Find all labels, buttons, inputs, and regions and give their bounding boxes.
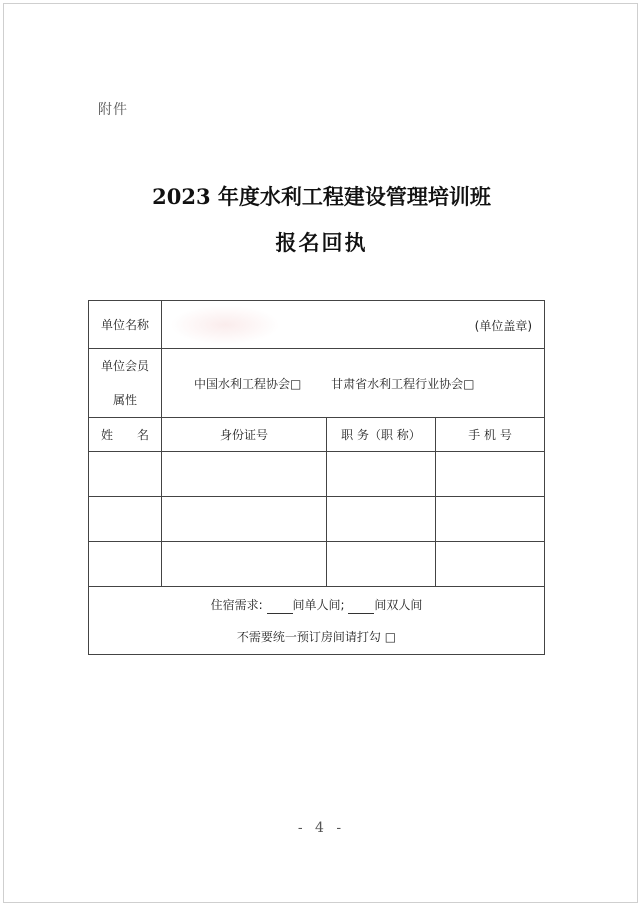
name-cell[interactable] bbox=[89, 497, 162, 542]
member-label-line1: 单位会员 bbox=[100, 359, 149, 373]
id-cell[interactable] bbox=[162, 452, 327, 497]
unit-name-label: 单位名称 bbox=[89, 301, 162, 349]
seal-note: (单位盖章) bbox=[474, 319, 533, 333]
member-options bbox=[162, 349, 545, 418]
id-cell[interactable] bbox=[162, 542, 327, 587]
col-header-phone: 手 机 号 bbox=[436, 418, 545, 452]
unit-name-field[interactable] bbox=[162, 301, 545, 349]
col-header-id: 身份证号 bbox=[162, 418, 327, 452]
name-cell[interactable] bbox=[89, 542, 162, 587]
registration-form bbox=[88, 300, 545, 655]
name-cell[interactable] bbox=[89, 452, 162, 497]
id-cell[interactable] bbox=[162, 497, 327, 542]
no-booking-note[interactable]: 不需要统一预订房间请打勾 □ bbox=[236, 629, 397, 644]
table-row bbox=[89, 497, 545, 542]
unit-name-row bbox=[89, 301, 545, 349]
col-header-name: 姓 名 bbox=[89, 418, 162, 452]
member-label bbox=[89, 349, 162, 418]
seal-stamp bbox=[170, 305, 280, 345]
phone-cell[interactable] bbox=[436, 452, 545, 497]
member-row bbox=[89, 349, 545, 418]
title-cell[interactable] bbox=[327, 542, 436, 587]
lodging-single: 间单人间; bbox=[292, 597, 345, 612]
page-number: - 4 - bbox=[297, 820, 346, 836]
lodging-line bbox=[89, 596, 544, 614]
col-header-title: 职 务（职 称） bbox=[327, 418, 436, 452]
column-header-row bbox=[89, 418, 545, 452]
double-room-blank[interactable] bbox=[348, 601, 374, 614]
single-room-blank[interactable] bbox=[267, 601, 293, 614]
lodging-double: 间双人间 bbox=[374, 597, 423, 612]
lodging-row bbox=[89, 587, 545, 655]
member-option-china[interactable]: 中国水利工程协会□ bbox=[194, 376, 302, 391]
title-cell[interactable] bbox=[327, 497, 436, 542]
phone-cell[interactable] bbox=[436, 497, 545, 542]
attachment-label: 附件 bbox=[98, 102, 128, 118]
lodging-cell bbox=[89, 587, 545, 655]
lodging-prefix: 住宿需求: bbox=[210, 597, 263, 612]
table-row bbox=[89, 452, 545, 497]
member-label-line2: 属性 bbox=[112, 393, 137, 407]
phone-cell[interactable] bbox=[436, 542, 545, 587]
member-option-gansu[interactable]: 甘肃省水利工程行业协会□ bbox=[331, 376, 475, 391]
table-row bbox=[89, 542, 545, 587]
document-title: 2023 年度水利工程建设管理培训班 bbox=[152, 184, 491, 209]
title-cell[interactable] bbox=[327, 452, 436, 497]
document-subtitle: 报名回执 bbox=[275, 230, 368, 255]
